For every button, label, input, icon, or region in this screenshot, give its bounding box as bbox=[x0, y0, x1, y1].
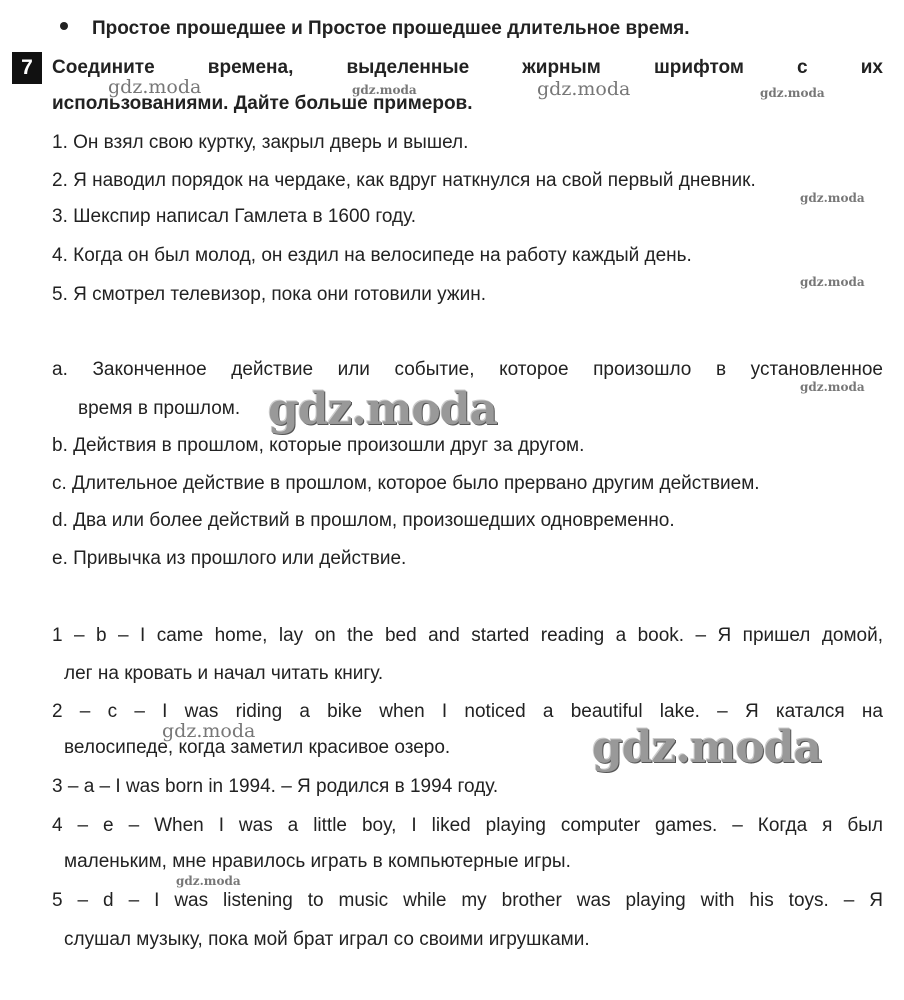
use-item: d. Два или более действий в прошлом, произошедших одновременно. bbox=[52, 510, 675, 531]
task-number: 7 bbox=[12, 52, 42, 84]
watermark: gdz.moda bbox=[800, 380, 865, 394]
watermark: gdz.moda bbox=[176, 874, 241, 888]
answer-item: 3 – a – I was born in 1994. – Я родился в 1994 году. bbox=[52, 776, 499, 797]
watermark: gdz.moda bbox=[108, 76, 202, 98]
use-item: c. Длительное действие в прошлом, которое было прервано другим действием. bbox=[52, 473, 760, 494]
watermark: gdz.moda bbox=[352, 83, 417, 97]
use-item-continued: время в прошлом. bbox=[78, 398, 241, 419]
watermark: gdz.moda bbox=[268, 384, 498, 435]
answer-item: 1 – b – I came home, lay on the bed and started reading a book. – Я пришел домой, bbox=[52, 625, 883, 646]
answer-item-continued: лег на кровать и начал читать книгу. bbox=[64, 663, 384, 684]
sentence-item: 5. Я смотрел телевизор, пока они готовили ужин. bbox=[52, 284, 486, 305]
task-text-line: Соедините времена, выделенные жирным шрифтом с их bbox=[52, 57, 883, 78]
sentence-item: 3. Шекспир написал Гамлета в 1600 году. bbox=[52, 206, 417, 227]
use-item: b. Действия в прошлом, которые произошли друг за другом. bbox=[52, 435, 585, 456]
watermark: gdz.moda bbox=[800, 191, 865, 205]
watermark: gdz.moda bbox=[760, 86, 825, 100]
answer-item: 2 – c – I was riding a bike when I noticed a beautiful lake. – Я катался на bbox=[52, 701, 883, 722]
answer-item-continued: слушал музыку, пока мой брат играл со своими игрушками. bbox=[64, 929, 590, 950]
use-item: e. Привычка из прошлого или действие. bbox=[52, 548, 407, 569]
watermark: gdz.moda bbox=[800, 275, 865, 289]
sentence-item: 2. Я наводил порядок на чердаке, как вдруг наткнулся на свой первый дневник. bbox=[52, 170, 756, 191]
answer-item-continued: велосипеде, когда заметил красивое озеро. bbox=[64, 737, 451, 758]
bullet-icon bbox=[60, 22, 68, 30]
watermark: gdz.moda bbox=[162, 720, 256, 742]
task-text-line: использованиями. Дайте больше примеров. bbox=[52, 93, 473, 114]
answer-item: 4 – e – When I was a little boy, I liked playing computer games. – Когда я был bbox=[52, 815, 883, 836]
answer-item-continued: маленьким, мне нравилось играть в компьютерные игры. bbox=[64, 851, 571, 872]
use-item: a. Законченное действие или событие, которое произошло в установленное bbox=[52, 359, 883, 380]
answer-item: 5 – d – I was listening to music while my brother was playing with his toys. – Я bbox=[52, 890, 883, 911]
watermark: gdz.moda bbox=[537, 78, 631, 100]
section-heading: Простое прошедшее и Простое прошедшее длительное время. bbox=[92, 18, 690, 39]
sentence-item: 4. Когда он был молод, он ездил на велосипеде на работу каждый день. bbox=[52, 245, 692, 266]
watermark: gdz.moda bbox=[592, 722, 822, 773]
sentence-item: 1. Он взял свою куртку, закрыл дверь и вышел. bbox=[52, 132, 469, 153]
